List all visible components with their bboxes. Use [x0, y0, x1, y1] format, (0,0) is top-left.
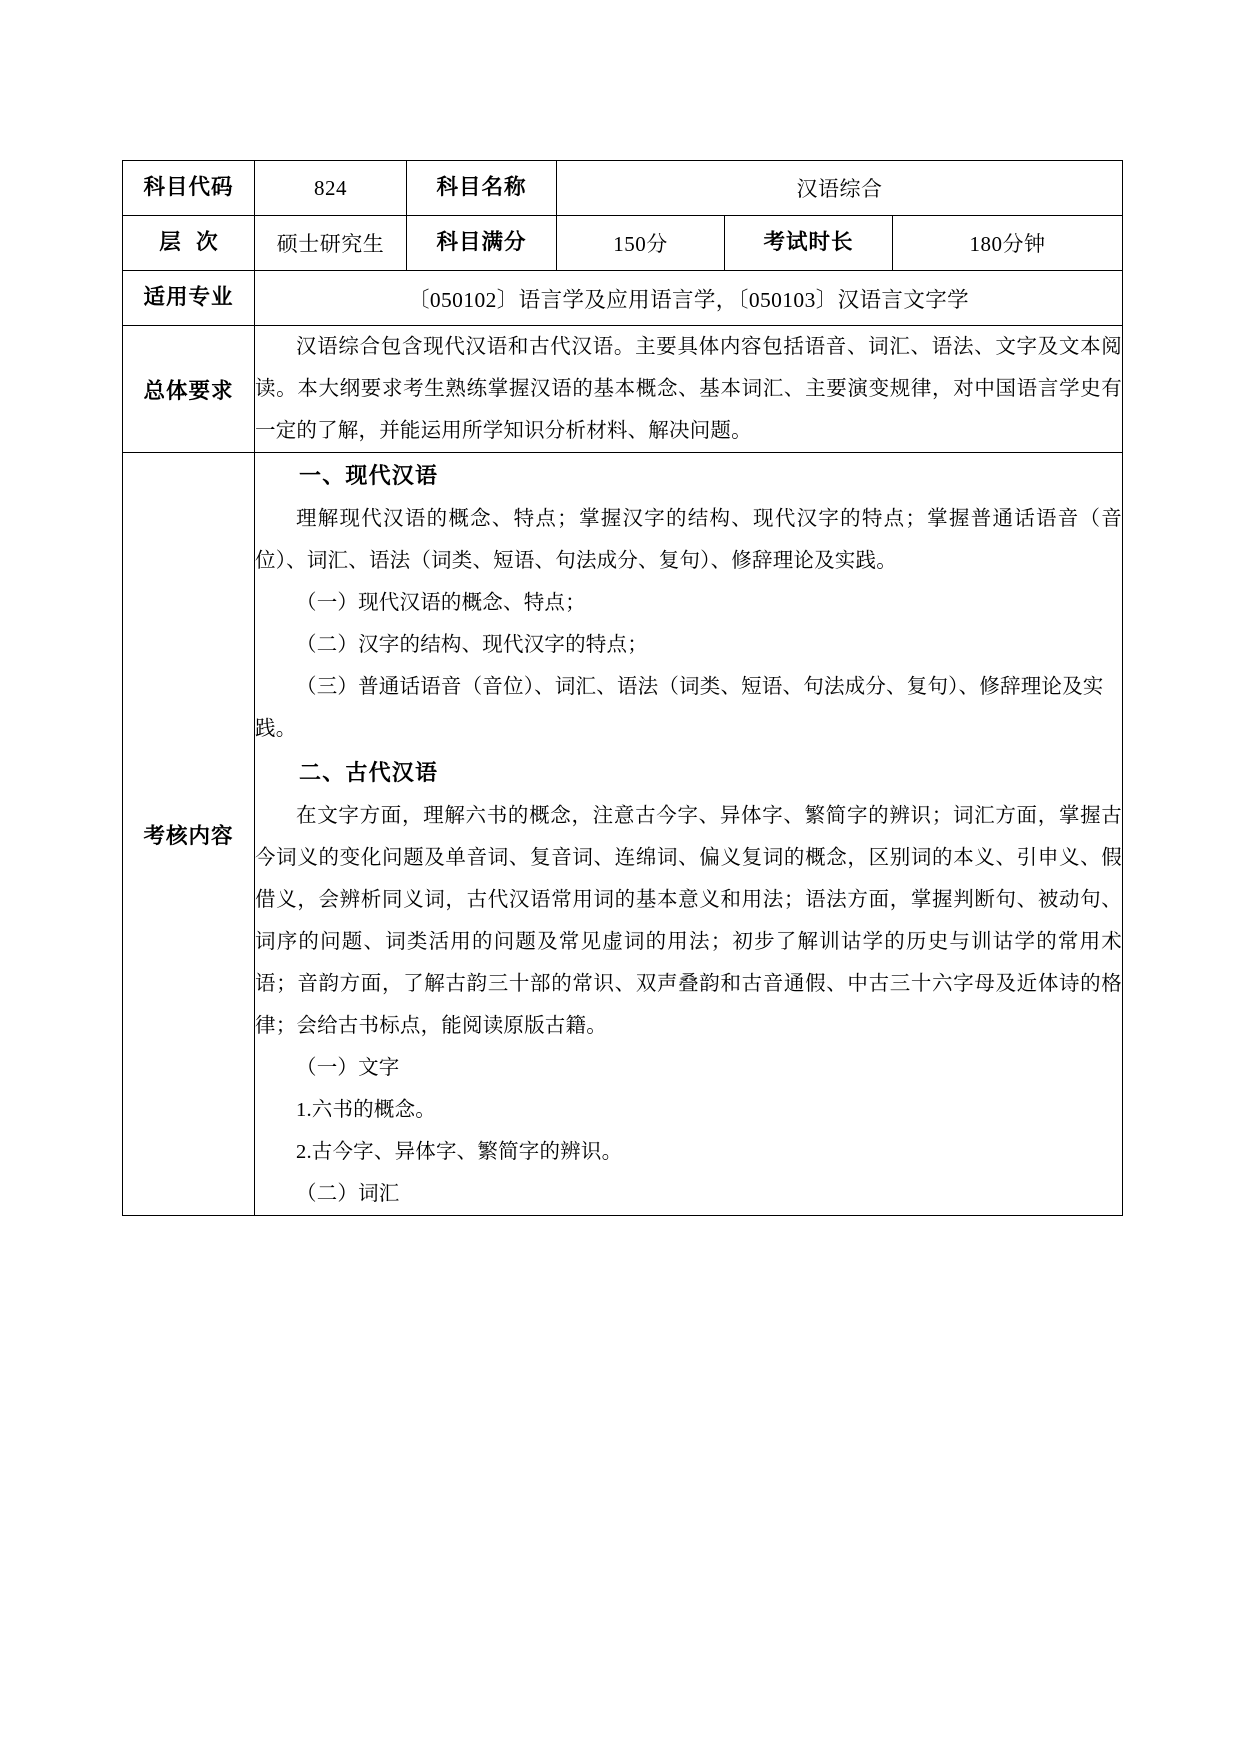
- list-item-classical-2: 1.六书的概念。: [296, 1099, 436, 1122]
- label-full-score: 科目满分: [407, 216, 557, 271]
- value-applicable-majors: 〔050102〕语言学及应用语言学，〔050103〕汉语言文字学: [255, 271, 1123, 326]
- section-heading-modern-chinese: 一、现代汉语: [299, 463, 439, 489]
- label-applicable-majors: 适用专业: [123, 271, 255, 326]
- value-subject-code: 824: [255, 161, 407, 216]
- label-overall-requirements: 总体要求: [123, 326, 255, 453]
- list-item-modern-2: （二）汉字的结构、现代汉字的特点；: [296, 634, 648, 657]
- cell-overall-requirements: [255, 326, 1123, 453]
- value-full-score: 150分: [557, 216, 725, 271]
- list-item-modern-1: （一）现代汉语的概念、特点；: [296, 592, 586, 615]
- value-subject-name: 汉语综合: [557, 161, 1123, 216]
- syllabus-table: [122, 160, 1123, 1216]
- overall-requirements-paragraph: 汉语综合包含现代汉语和古代汉语。主要具体内容包括语音、词汇、语法、文字及文本阅读。本大纲要求考生熟练掌握汉语的基本概念、基本词汇、主要演变规律，对中国语言学史有一定的了解，并能运用所学知识分析材料、解决问题。: [255, 336, 1122, 443]
- value-level: 硕士研究生: [255, 216, 407, 271]
- section-intro-classical-chinese: 在文字方面，理解六书的概念，注意古今字、异体字、繁简字的辨识；词汇方面，掌握古今词义的变化问题及单音词、复音词、连绵词、偏义复词的概念，区别词的本义、引申义、假借义，会辨析同义词，古代汉语常用词的基本意义和用法；语法方面，掌握判断句、被动句、词序的问题、词类活用的问题及常见虚词的用法；初步了解训诂学的历史与训诂学的常用术语；音韵方面，了解古韵三十部的常识、双声叠韵和古音通假、中古三十六字母及近体诗的格律；会给古书标点，能阅读原版古籍。: [255, 805, 1122, 1038]
- label-exam-content: 考核内容: [123, 453, 255, 1216]
- value-exam-duration: 180分钟: [893, 216, 1123, 271]
- section-heading-classical-chinese: 二、古代汉语: [299, 760, 439, 786]
- label-level: 层 次: [123, 216, 255, 271]
- table-row-overall-requirements: [123, 326, 1123, 453]
- cell-exam-content: [255, 453, 1123, 1216]
- section-intro-modern-chinese: 理解现代汉语的概念、特点；掌握汉字的结构、现代汉字的特点；掌握普通话语音（音位）、词汇、语法（词类、短语、句法成分、复句）、修辞理论及实践。: [255, 508, 1122, 573]
- label-subject-code: 科目代码: [123, 161, 255, 216]
- label-exam-duration: 考试时长: [725, 216, 893, 271]
- list-item-classical-3: 2.古今字、异体字、繁简字的辨识。: [296, 1141, 623, 1164]
- label-subject-name: 科目名称: [407, 161, 557, 216]
- table-row-subject-code: [123, 161, 1123, 216]
- table-row-majors: [123, 271, 1123, 326]
- list-item-modern-3: （三）普通话语音（音位）、词汇、语法（词类、短语、句法成分、复句）、修辞理论及实践。: [255, 676, 1104, 741]
- list-item-classical-4: （二）词汇: [296, 1183, 400, 1206]
- list-item-classical-1: （一）文字: [296, 1057, 400, 1080]
- table-row-level: [123, 216, 1123, 271]
- table-row-exam-content: [123, 453, 1123, 1216]
